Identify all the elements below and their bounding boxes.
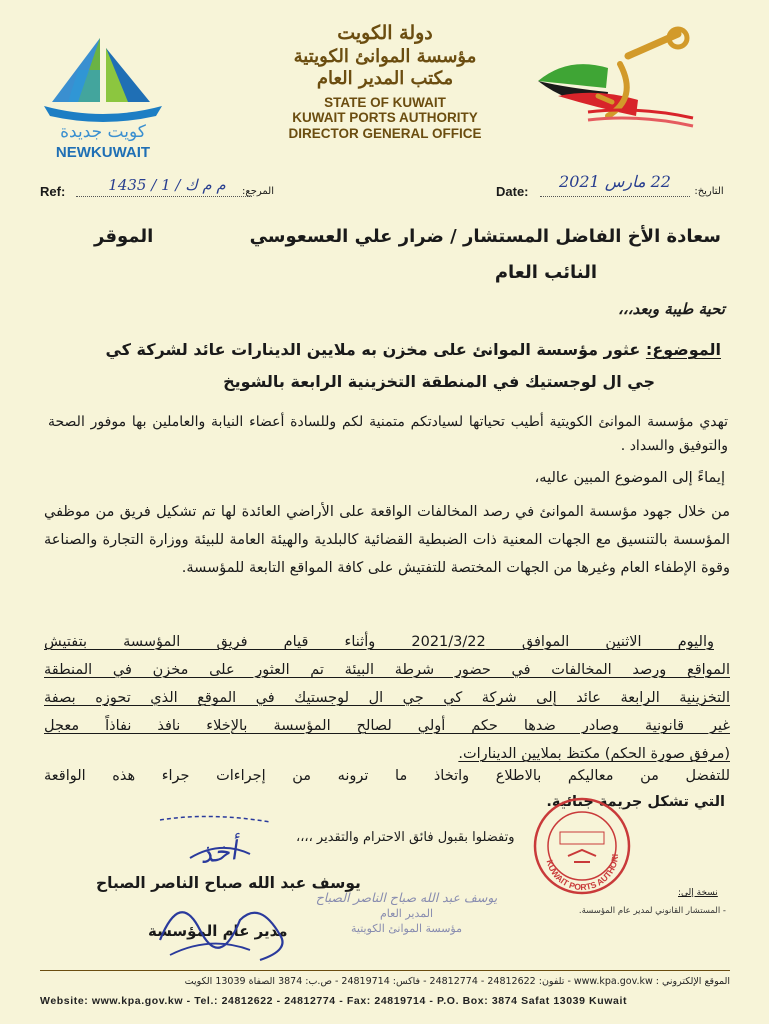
stamp-title: المدير العام: [379, 907, 434, 920]
addressee-line: سعادة الأخ الفاضل المستشار / ضرار علي العسعوسي: [249, 226, 721, 247]
newkuwait-english-text: NEWKUWAIT: [55, 144, 151, 161]
ref-label: Ref:: [40, 184, 66, 199]
footer-english: Website: www.kpa.gov.kw - Tel.: 24812622 - 24812774 - Fax: 24819714 - P.O. Box: 3874 Safat 13039 Kuwait: [40, 995, 628, 1007]
paragraph-2-line-3: التخزينية الرابعة عائد إلى شركة كي جي ال لوجستيك في الموقع الذي تحوزه بصفة: [44, 690, 730, 706]
paragraph-3-line-2: التي تشكل جريمة جنائية.: [546, 794, 725, 810]
copy-to-label: نسخة إلى:: [678, 888, 718, 898]
intro-paragraph: تهدي مؤسسة الموانئ الكويتية أطيب تحياتها لسيادتكم متمنية لكم وللسادة أعضاء النيابة والعاملين بها موفور الصحة والتوفيق والسداد .: [48, 414, 729, 454]
signer-name: يوسف عبد الله صباح الناصر الصباح: [96, 874, 361, 892]
paragraph-2: [44, 628, 730, 768]
date-label: Date:: [496, 184, 529, 199]
paragraph-1: من خلال جهود مؤسسة الموانئ في رصد المخالفات الواقعة على الأراضي العائدة لها تم تشكيل فريق من موظفي المؤسسة بالتنسيق مع الجهات المعنية ذات الضبطية القضائية كالبلدية والهيئة العامة للبيئة ووزارة التجارة والصناعة وقوة الإطفاء العام وغيرها من الجهات المختصة للتفتيش على كافة المواقع التابعة للمؤسسة.: [44, 504, 730, 576]
newkuwait-arabic-text: كويت جديدة: [60, 122, 146, 142]
official-seal: [532, 796, 632, 896]
footer-divider: [40, 970, 730, 971]
handwritten-scribble-icon: [150, 810, 290, 860]
kpa-anchor-logo: [528, 26, 698, 131]
date-label-ar: التاريخ:: [694, 186, 724, 197]
reference-line: إيماءً إلى الموضوع المبين عاليه،: [534, 470, 725, 486]
date-dotted-line: [540, 196, 690, 197]
ref-value: م م ك / 1 / 1435: [108, 176, 226, 194]
paragraph-3-line-1: للتفضل من معاليكم بالاطلاع واتخاذ ما ترونه من إجراءات جراء هذه الواقعة: [44, 768, 730, 784]
stamp-name: يوسف عبد الله صباح الناصر الصباح: [315, 890, 498, 905]
signer-title: مدير عام المؤسسة: [148, 922, 288, 940]
date-value: 22 مارس 2021: [559, 172, 671, 191]
subject-text-1: عثور مؤسسة الموانئ على مخزن به ملايين الدينارات عائد لشركة كي: [105, 340, 641, 359]
newkuwait-logo: [38, 30, 168, 160]
header-office-en: DIRECTOR GENERAL OFFICE: [288, 125, 482, 141]
subject-line-2: جي ال لوجستيك في المنطقة التخزينية الرابعة بالشويخ: [223, 372, 655, 391]
greeting: تحية طيبة وبعد،،،: [618, 300, 725, 318]
addressee-title: النائب العام: [494, 262, 597, 283]
signature-stamp: [304, 890, 509, 958]
subject-line-1: [41, 340, 721, 359]
copy-to-recipient: - المستشار القانوني لمدير عام المؤسسة.: [578, 906, 726, 916]
ref-label-ar: المرجع:: [242, 186, 274, 197]
header-office-ar: مكتب المدير العام: [316, 68, 454, 90]
subject-label: الموضوع:: [645, 340, 721, 359]
header-title-block: [240, 22, 530, 141]
header-authority-ar: مؤسسة الموانئ الكويتية: [293, 45, 477, 67]
seal-text: KUWAIT PORTS AUTHORI: [544, 853, 621, 893]
newkuwait-sail-icon: [38, 30, 168, 125]
anchor-icon: [528, 26, 698, 131]
header-authority-en: KUWAIT PORTS AUTHORITY: [292, 110, 478, 126]
signature-scribble-icon: [150, 880, 310, 970]
closing-line: وتفضلوا بقبول فائق الاحترام والتقدير ،،،،: [296, 830, 515, 845]
paragraph-2-line-4: غير قانونية وصادر ضدها حكم أولي لصالح المؤسسة بالإخلاء نافذ نفاذاً معجل: [44, 718, 730, 734]
handwritten-note: أخذ: [198, 836, 239, 870]
paragraph-2-line-1: واليوم الاثنين الموافق 2021/3/22 وأثناء قيام فريق المؤسسة بتفتيش: [44, 634, 714, 650]
ref-dotted-line: [76, 196, 252, 197]
header-state-ar: دولة الكويت: [337, 22, 433, 44]
stamp-org: مؤسسة الموانئ الكويتية: [351, 922, 462, 935]
paragraph-2-line-2: المواقع ورصد المخالفات في حضور شرطة البيئة تم العثور على مخزن في المنطقة: [44, 662, 730, 678]
paragraph-2-line-5: (مرفق صورة الحكم) مكتظ بملايين الدينارات.: [458, 746, 730, 762]
header-state-en: STATE OF KUWAIT: [324, 94, 446, 110]
footer-arabic: الموقع الإلكتروني : www.kpa.gov.kw - تلفون: 24812622 - 24812774 - فاكس: 24819714 - ص.ب: 3874 الصفاة 13039 الكويت: [184, 976, 730, 987]
addressee-honorific: الموقر: [94, 226, 154, 247]
seal-icon: [532, 796, 632, 896]
